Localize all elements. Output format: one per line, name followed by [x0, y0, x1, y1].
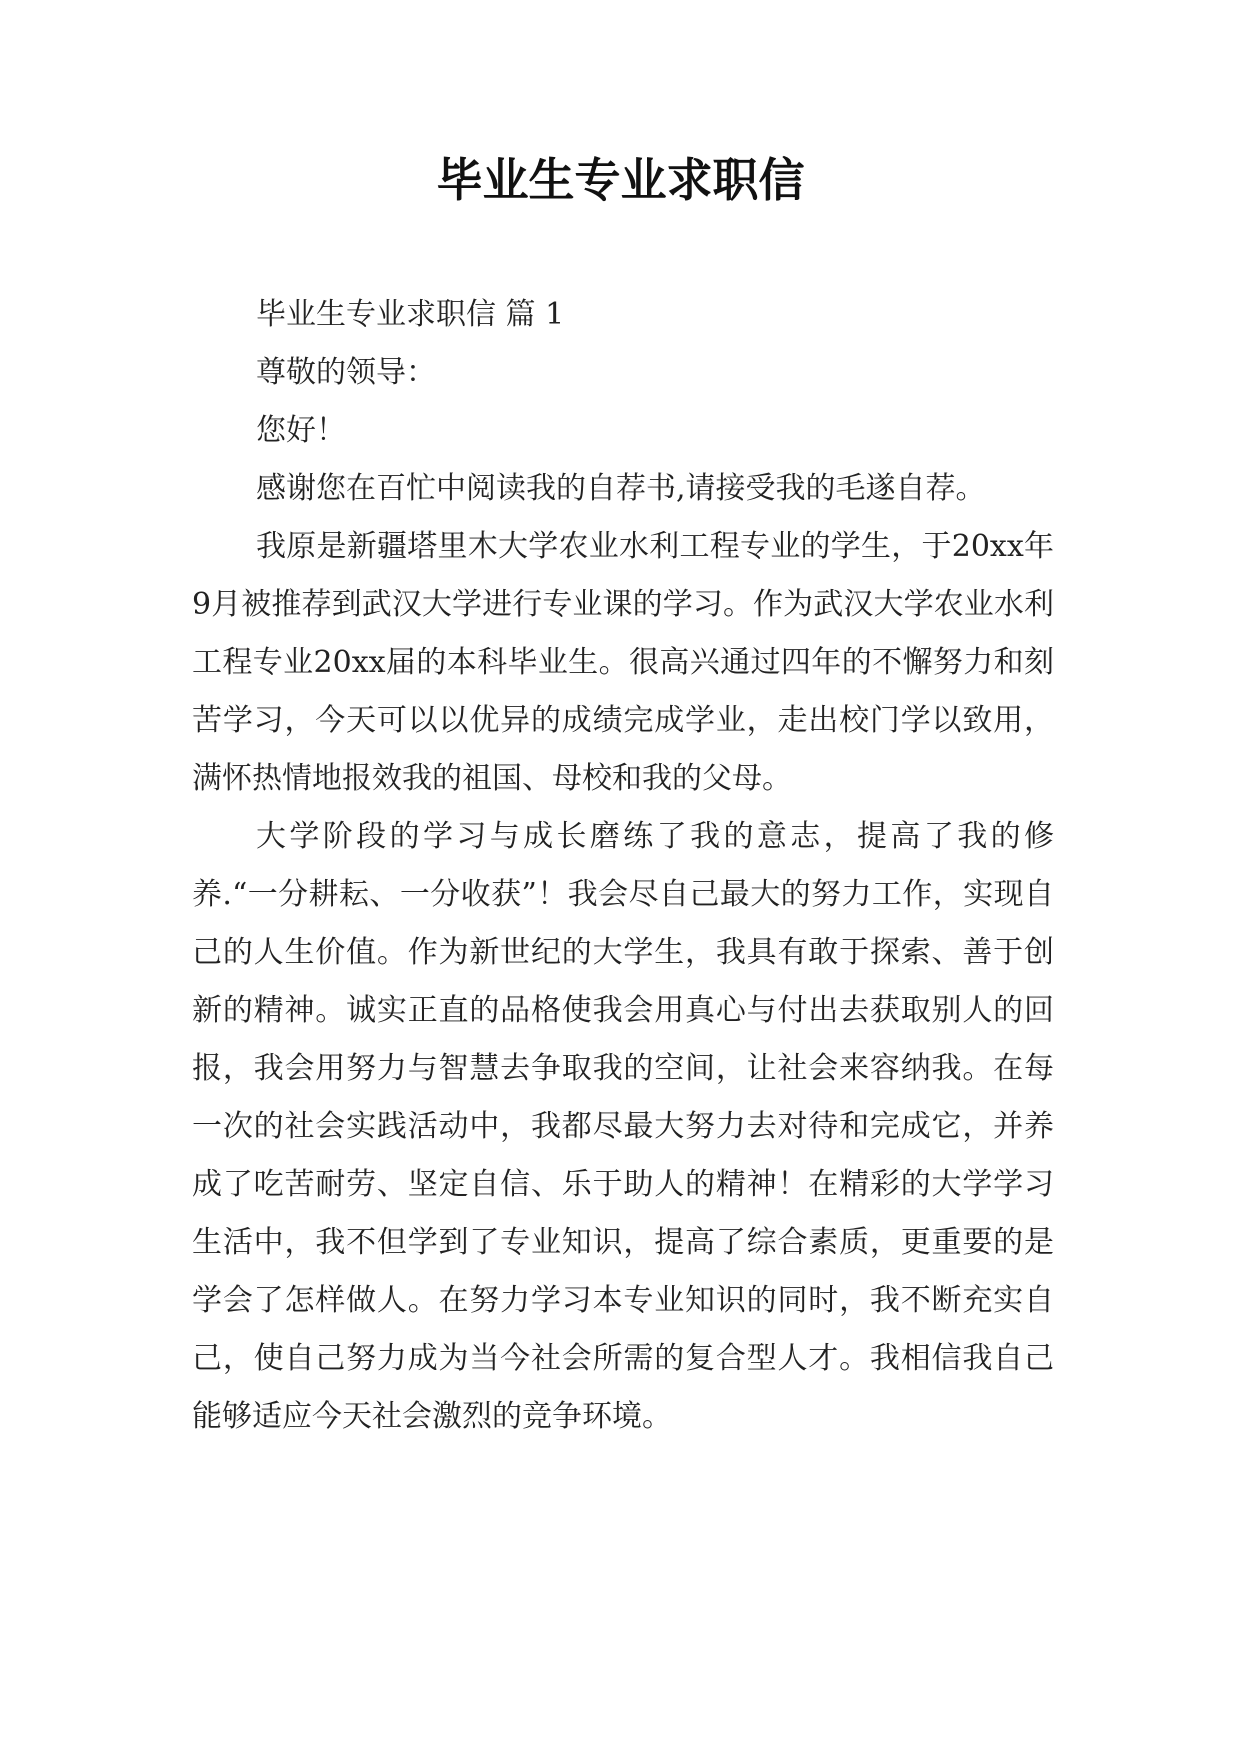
- document-body: [192, 286, 1054, 1446]
- body-paragraph: 我原是新疆塔里木大学农业水利工程专业的学生，于20xx年9月被推荐到武汉大学进行专业课的学习。作为武汉大学农业水利工程专业20xx届的本科毕业生。很高兴通过四年的不懈努力和刻苦学习，今天可以以优异的成绩完成学业，走出校门学以致用，满怀热情地报效我的祖国、母校和我的父母。: [192, 529, 1054, 796]
- body-paragraph: 感谢您在百忙中阅读我的自荐书,请接受我的毛遂自荐。: [256, 471, 986, 506]
- section-heading: 毕业生专业求职信 篇 1: [256, 297, 565, 332]
- salutation: 尊敬的领导：: [256, 355, 436, 390]
- body-paragraph: 大学阶段的学习与成长磨练了我的意志，提高了我的修养.“一分耕耘、一分收获”！我会尽自己最大的努力工作，实现自己的人生价值。作为新世纪的大学生，我具有敢于探索、善于创新的精神。诚实正直的品格使我会用真心与付出去获取别人的回报，我会用努力与智慧去争取我的空间，让社会来容纳我。在每一次的社会实践活动中，我都尽最大努力去对待和完成它，并养成了吃苦耐劳、坚定自信、乐于助人的精神！在精彩的大学学习生活中，我不但学到了专业知识，提高了综合素质，更重要的是学会了怎样做人。在努力学习本专业知识的同时，我不断充实自己，使自己努力成为当今社会所需的复合型人才。我相信我自己能够适应今天社会激烈的竞争环境。: [192, 819, 1054, 1434]
- document-title: 毕业生专业求职信: [436, 153, 805, 207]
- greeting: 您好！: [256, 413, 346, 448]
